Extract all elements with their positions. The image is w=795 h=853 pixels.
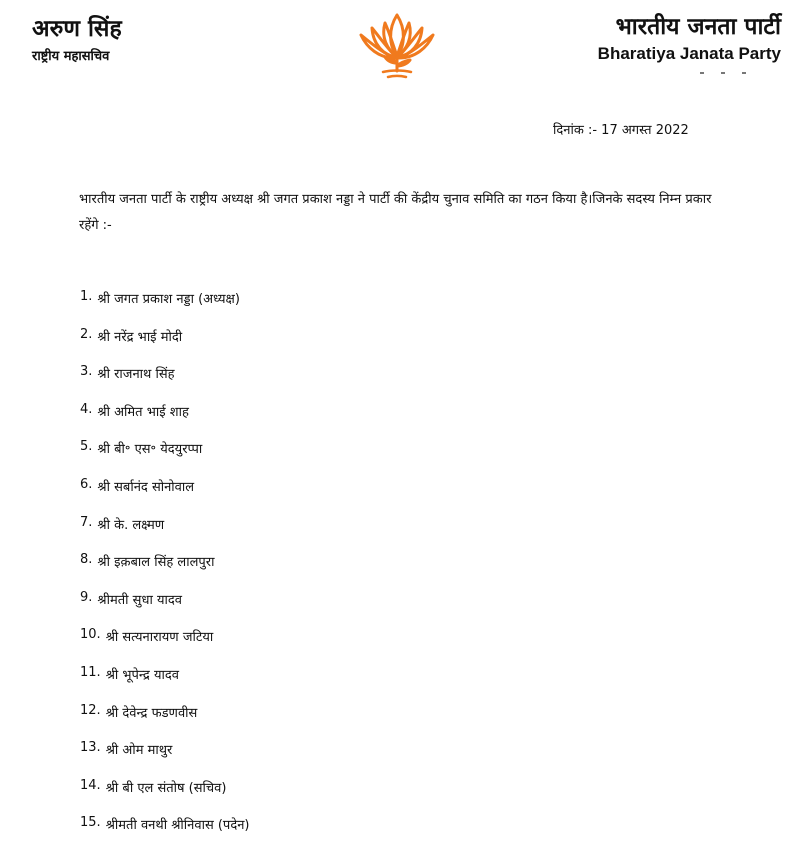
- member-name: श्री सत्यनारायण जटिया: [105, 630, 214, 646]
- member-name: श्री बी एल संतोष (सचिव): [105, 780, 227, 796]
- list-number: 15.: [80, 815, 101, 831]
- list-item: [80, 703, 250, 741]
- dot: [721, 72, 725, 74]
- letter-date: दिनांक :- 17 अगस्त 2022: [553, 123, 689, 138]
- sender-title: राष्ट्रीय महासचिव: [32, 49, 110, 64]
- list-item: [80, 477, 250, 515]
- list-item: [80, 740, 250, 778]
- list-item: [80, 364, 250, 402]
- member-name: श्री देवेन्द्र फडणवीस: [105, 705, 198, 721]
- list-item: [80, 590, 250, 628]
- list-number: 9.: [80, 589, 93, 605]
- party-name-hindi: भारतीय जनता पार्टी: [615, 14, 781, 40]
- list-item: [80, 665, 250, 703]
- list-number: 2.: [80, 326, 93, 342]
- member-name: श्री के. लक्ष्मण: [97, 517, 165, 533]
- member-name: श्री अमित भाई शाह: [97, 404, 189, 420]
- member-name: श्री नरेंद्र भाई मोदी: [97, 329, 183, 345]
- list-number: 5.: [80, 439, 93, 455]
- list-number: 3.: [80, 364, 93, 380]
- list-number: 12.: [80, 702, 101, 718]
- list-item: [80, 327, 250, 365]
- member-name: श्री बी॰ एस॰ येदयुरप्पा: [97, 442, 203, 458]
- list-number: 8.: [80, 552, 93, 568]
- list-item: [80, 402, 250, 440]
- sender-name: अरुण सिंह: [32, 16, 122, 42]
- list-item: [80, 515, 250, 553]
- member-name: श्री भूपेन्द्र यादव: [105, 667, 180, 683]
- party-name-english: Bharatiya Janata Party: [597, 44, 781, 63]
- list-item: [80, 627, 250, 665]
- list-number: 14.: [80, 777, 101, 793]
- list-item: [80, 778, 250, 816]
- dot: [700, 72, 704, 74]
- member-name: श्री इक़बाल सिंह लालपुरा: [97, 555, 215, 571]
- list-item: [80, 815, 250, 853]
- list-number: 10.: [80, 627, 101, 643]
- list-number: 13.: [80, 740, 101, 756]
- lotus-logo-icon: [352, 8, 442, 86]
- member-name: श्री जगत प्रकाश नड्डा (अध्यक्ष): [97, 292, 240, 307]
- member-list: [80, 289, 250, 853]
- sender-block: [32, 14, 122, 64]
- member-name: श्रीमती सुधा यादव: [97, 592, 182, 608]
- dot: [742, 72, 746, 74]
- list-number: 4.: [80, 401, 93, 417]
- member-name: श्रीमती वनथी श्रीनिवास (पदेन): [105, 818, 250, 834]
- member-name: श्री सर्बानंद सोनोवाल: [97, 479, 195, 495]
- list-number: 1.: [80, 289, 93, 304]
- list-item: [80, 439, 250, 477]
- intro-paragraph: भारतीय जनता पार्टी के राष्ट्रीय अध्यक्ष श्री जगत प्रकाश नड्डा ने पार्टी की केंद्रीय चुनाव समिति का गठन किया है।जिनके सदस्य निम्न प्रकार रहेंगे :-: [79, 192, 712, 233]
- list-number: 11.: [80, 664, 101, 680]
- list-number: 7.: [80, 514, 93, 530]
- list-item: [80, 289, 250, 327]
- member-name: श्री राजनाथ सिंह: [97, 367, 175, 383]
- member-name: श्री ओम माथुर: [105, 743, 173, 759]
- list-number: 6.: [80, 476, 93, 492]
- party-block: [598, 12, 781, 64]
- header-dots: [700, 72, 746, 75]
- list-item: [80, 552, 250, 590]
